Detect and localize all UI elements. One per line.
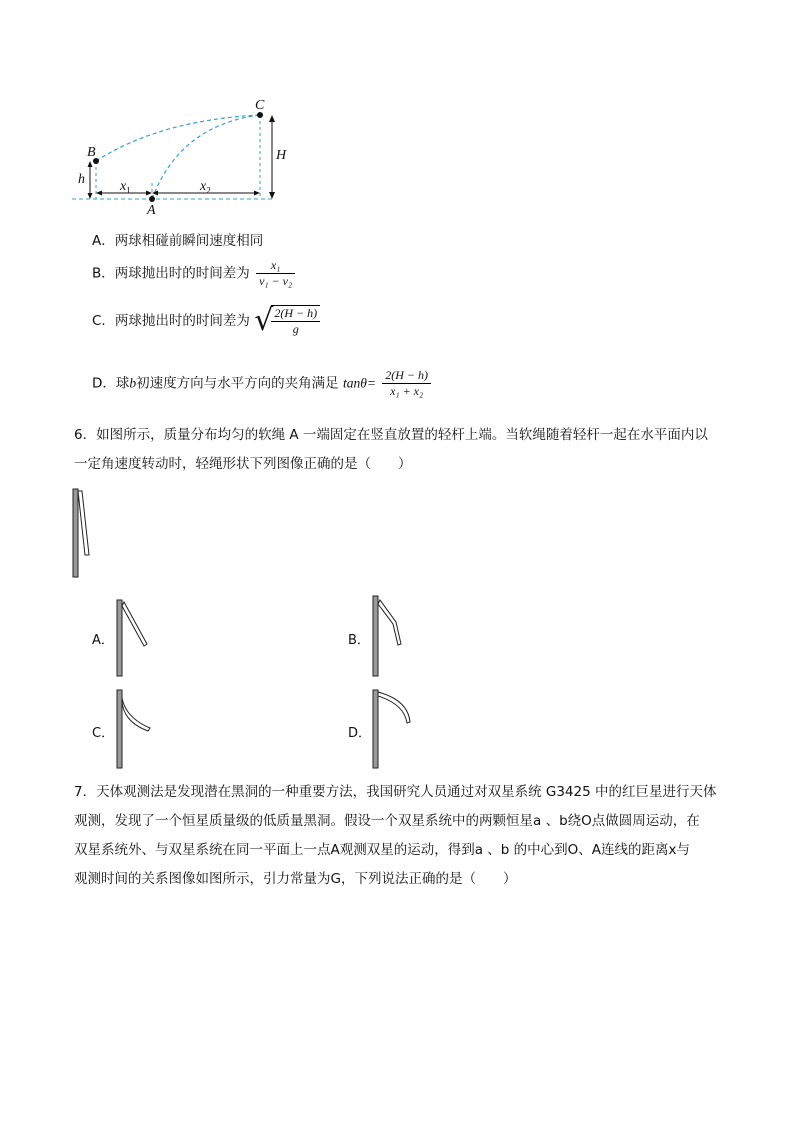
option-d-text: D．球: [92, 375, 130, 392]
label-H: H: [276, 148, 287, 163]
q5-option-d[interactable]: [92, 368, 433, 399]
q6-line2: 一定角速度转动时，轻绳形状下列图像正确的是（ ）: [74, 456, 412, 472]
q7-line3: 双星系统外、与双星系统在同一平面上一点A观测双星的运动，得到a 、b 的中心到O、A连线的距离x与: [74, 842, 691, 858]
q7-line1: 7．天体观测法是发现潜在黑洞的一种重要方法，我国研究人员通过对双星系统 G3425 中的红巨星进行天体: [74, 784, 717, 800]
choice-a-figure[interactable]: [114, 598, 164, 678]
q5-option-c[interactable]: [92, 305, 322, 337]
option-b-text: B．两球抛出时的时间差为: [92, 265, 250, 282]
sqrt-symbol: √: [254, 303, 274, 338]
label-c: C: [255, 98, 265, 113]
label-h: h: [78, 172, 85, 187]
option-c-fraction: $\frac{2(H - h)}{g}$: [271, 305, 320, 337]
label-b: B: [87, 145, 96, 160]
q6-choice-c-label[interactable]: C．: [92, 726, 115, 741]
q6-choice-d-label[interactable]: D．: [348, 726, 372, 741]
option-d-ball: b: [129, 375, 137, 391]
trajectory-b: [96, 115, 260, 161]
q7-line4: 观测时间的关系图像如图所示，引力常量为G，下列说法正确的是（ ）: [74, 871, 517, 887]
q7-line2: 观测，发现了一个恒星质量级的低质量黑洞。假设一个双星系统中的两颗恒星a 、b绕O点做圆周运动，在: [74, 813, 700, 829]
option-b-fraction: $\frac{\text{x₁}}{\text{v₁ − v₂}}$: [256, 258, 295, 289]
option-d-fraction: $\frac{2(H - h)}{\text{x₁ + x₂}}$: [382, 368, 431, 399]
point-a: [149, 196, 155, 202]
rod-rope-figure: [70, 487, 100, 579]
label-a: A: [147, 203, 156, 218]
label-x2: $x_2$: [200, 179, 211, 196]
choice-b-figure[interactable]: [370, 592, 420, 678]
choice-c-figure[interactable]: [114, 688, 164, 770]
q5-option-b[interactable]: [92, 258, 297, 289]
option-c-text: C．两球抛出时的时间差为: [92, 313, 250, 329]
q5-option-a[interactable]: A．两球相碰前瞬间速度相同: [92, 233, 264, 249]
choice-d-figure[interactable]: [370, 686, 420, 770]
q6-line1: 6．如图所示，质量分布均匀的软绳 A 一端固定在竖直放置的轻杆上端。当软绳随着轻杆一起在水平面内以: [74, 427, 708, 443]
q6-choice-b-label[interactable]: B．: [348, 633, 370, 648]
q6-choice-a-label[interactable]: A．: [92, 633, 114, 648]
option-d-tan: tanθ=: [342, 375, 376, 391]
q6-text: [74, 421, 734, 479]
projectile-diagram: [70, 95, 300, 220]
option-d-mid: 初速度方向与水平方向的夹角满足: [136, 375, 339, 392]
q7-text: [74, 778, 734, 894]
label-x1: $x_1$: [120, 179, 131, 196]
